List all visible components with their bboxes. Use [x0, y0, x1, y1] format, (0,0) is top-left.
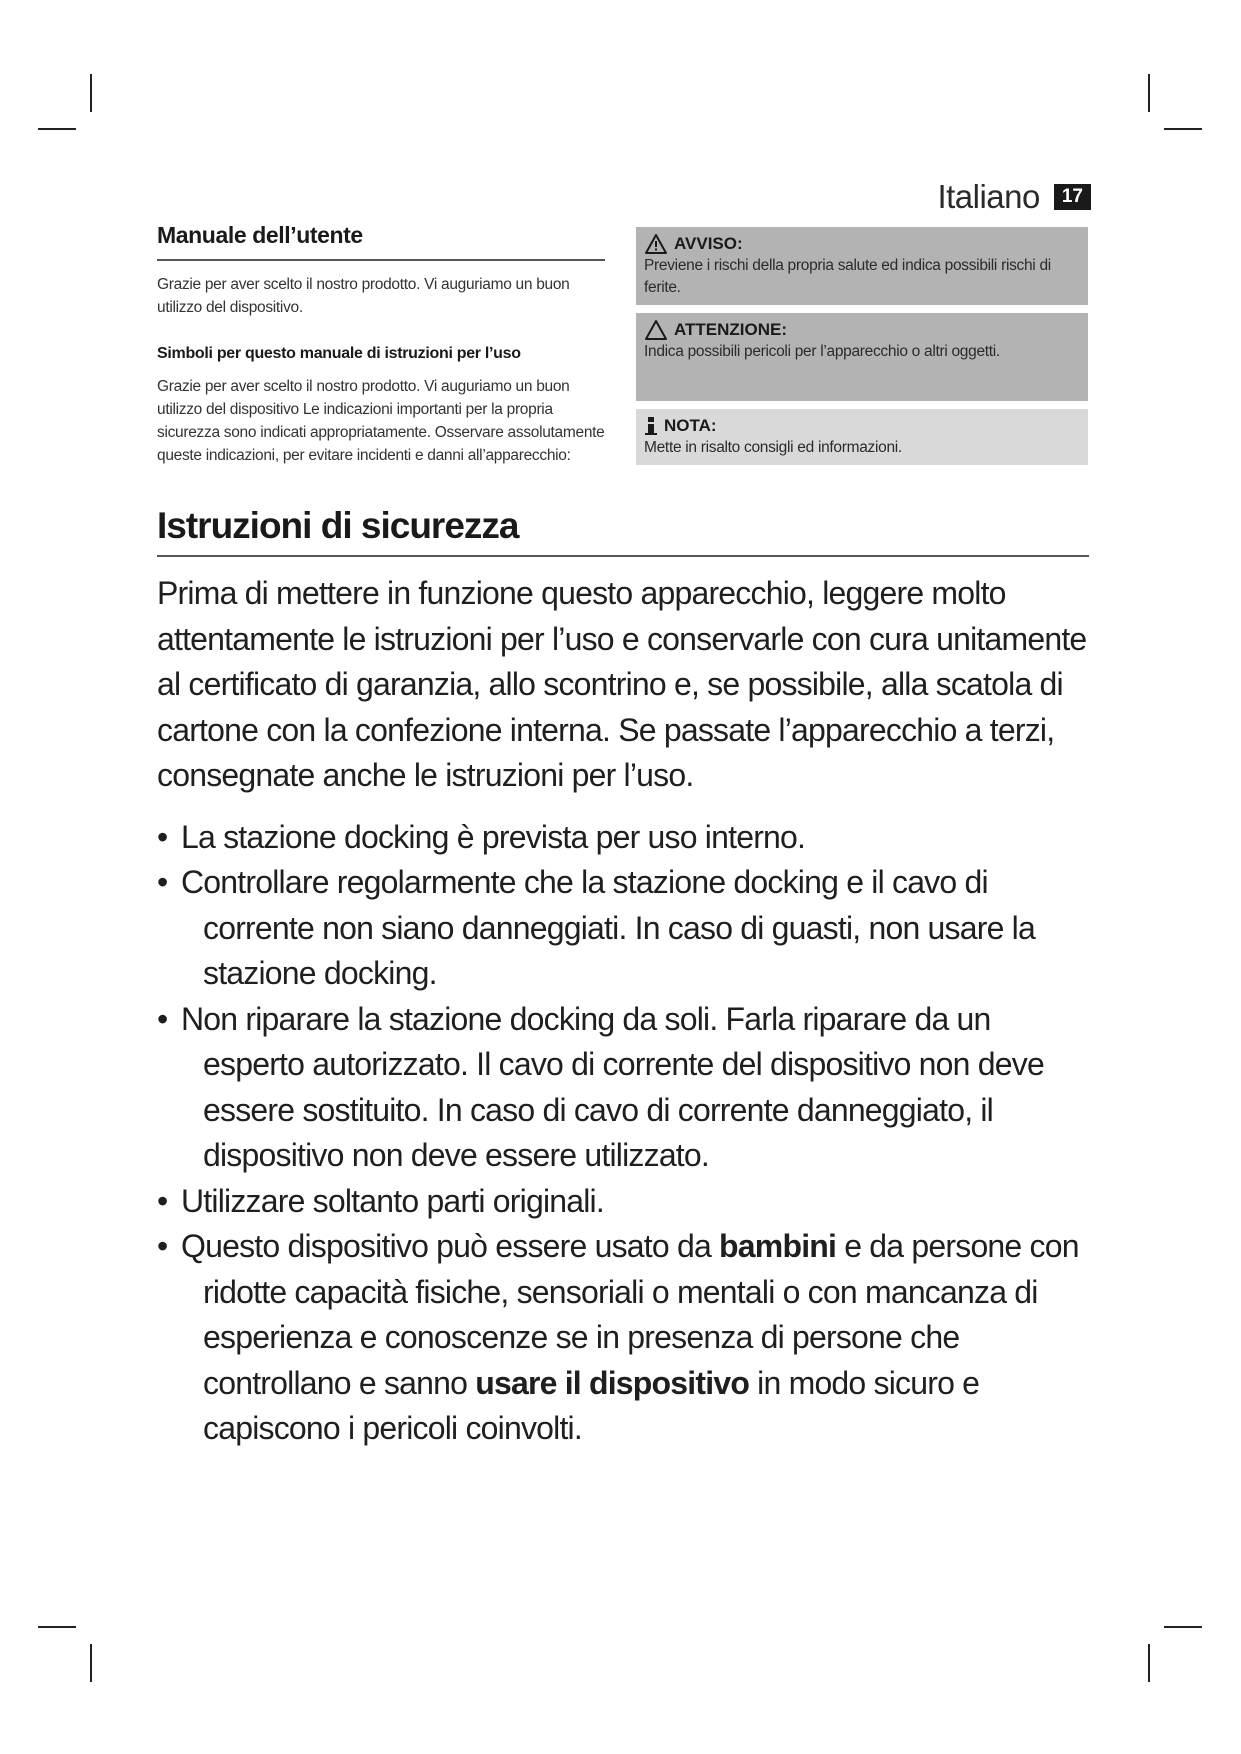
list-item: • La stazione docking è prevista per uso interno. [157, 815, 1089, 861]
safety-title: Istruzioni di sicurezza [157, 505, 1089, 557]
emphasis-children: bambini [719, 1228, 837, 1264]
list-item: • Non riparare la stazione docking da soli. Farla riparare da un esperto autorizzato. Il cavo di corrente del dispositivo non deve essere sostituito. In caso di cavo di corrente danneggiato, il dispositivo non deve essere utilizzato. [157, 997, 1089, 1179]
list-item: • Controllare regolarmente che la stazione docking e il cavo di corrente non siano danneggiati. In caso di guasti, non usare la stazione docking. [157, 860, 1089, 997]
language-label: Italiano [937, 178, 1040, 215]
note-avviso [636, 227, 1088, 305]
bullet: • [157, 1228, 168, 1264]
safety-intro: Prima di mettere in funzione questo apparecchio, leggere molto attentamente le istruzioni per l’uso e conservarle con cura unitamente al certificato di garanzia, allo scontrino e, se possibile, alla scatola di cartone con la confezione interna. Se passate l’apparecchio a terzi, consegnate anche le istruzioni per l’uso. [157, 575, 1087, 793]
bullet: • [157, 864, 168, 900]
note-title: AVVISO: [674, 234, 743, 253]
crop-mark [38, 128, 76, 130]
crop-mark [1164, 1626, 1202, 1628]
crop-mark [38, 1626, 76, 1628]
bullet: • [157, 818, 168, 855]
bullet: • [157, 1182, 168, 1219]
page-number: 17 [1054, 184, 1091, 210]
symbols-text: Grazie per aver scelto il nostro prodotto. Vi auguriamo un buon utilizzo del dispositivo Le indicazioni importanti per la propria sicurezza sono indicati appropriatamente. Osservare assolutamente queste indicazioni, per evitare incidenti e danni all’apparecchio: [157, 378, 605, 464]
list-item: • Utilizzare soltanto parti originali. [157, 1179, 1089, 1225]
bullet: • [157, 1000, 168, 1037]
crop-mark [1148, 1644, 1150, 1682]
safety-section [157, 505, 1089, 1452]
page-header [937, 178, 1091, 216]
caution-triangle-icon [644, 319, 668, 341]
note-title: ATTENZIONE: [674, 320, 788, 339]
manual-title: Manuale dell’utente [157, 222, 605, 261]
emphasis-use-device: usare il dispositivo [475, 1364, 750, 1401]
note-text: Previene i rischi della propria salute ed indica possibili rischi di ferite. [644, 257, 1051, 296]
symbols-heading: Simboli per questo manuale di istruzioni per l’uso [157, 345, 521, 362]
crop-mark [90, 1644, 92, 1682]
crop-mark [1148, 74, 1150, 112]
warning-triangle-icon [644, 233, 668, 255]
safety-rules-list [157, 815, 1089, 1452]
manual-intro-column [157, 222, 605, 467]
list-item: • Questo dispositivo può essere usato da bambini e da persone con ridotte capacità fisiche, sensoriali o mentali o con mancanza di esperienza e conoscenze se in presenza di persone che controllano e sanno usare il dispositivo in modo sicuro e capiscono i pericoli coinvolti. [157, 1224, 1089, 1452]
info-icon [644, 415, 658, 437]
note-title: NOTA: [664, 416, 717, 435]
note-text: Mette in risalto consigli ed informazioni. [644, 439, 902, 456]
note-text: Indica possibili pericoli per l’apparecchio o altri oggetti. [644, 343, 1000, 360]
note-nota [636, 409, 1088, 465]
note-attenzione [636, 313, 1088, 401]
symbol-notes [636, 227, 1088, 473]
manual-intro-text: Grazie per aver scelto il nostro prodotto. Vi auguriamo un buon utilizzo del dispositivo. [157, 276, 570, 316]
crop-mark [90, 74, 92, 112]
crop-mark [1164, 128, 1202, 130]
